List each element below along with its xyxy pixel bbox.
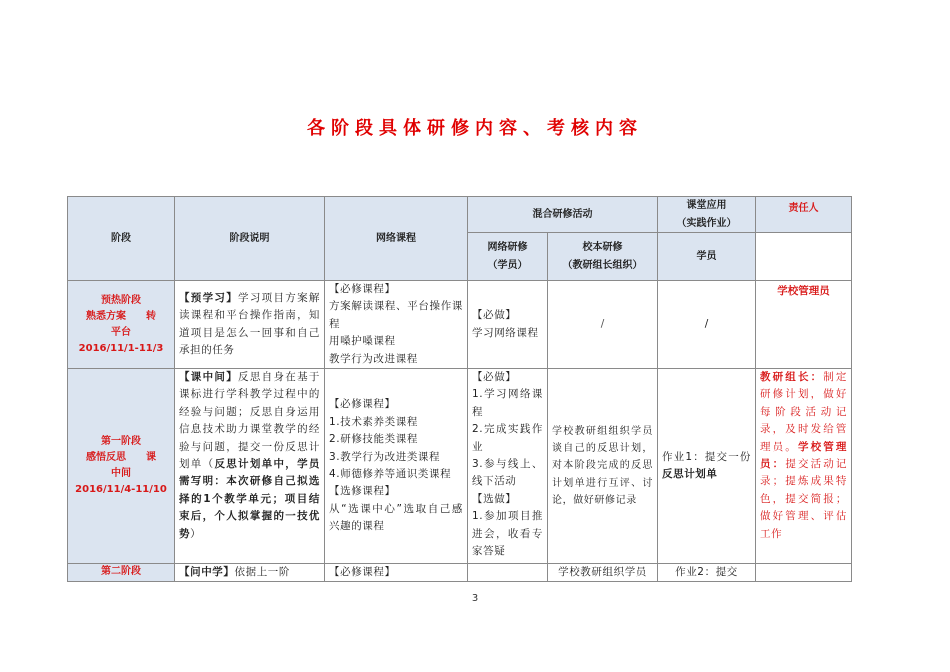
page-number: 3 (471, 593, 479, 604)
school-study-cell: / (548, 281, 658, 369)
net-line: 【必做】 (472, 371, 517, 384)
practice-cell: 作业2：提交 (658, 564, 756, 582)
practice-bold: 反思计划单 (662, 468, 718, 481)
online-course-cell (325, 281, 468, 369)
net-line: 学习网络课程 (472, 326, 539, 339)
responsible-cell (756, 369, 852, 564)
net-line: 1.参加项目推进会，收看专家答疑 (472, 510, 543, 558)
course-line: 从“选课中心”选取自己感兴趣的课程 (329, 502, 463, 533)
header-online-course: 网络课程 (325, 197, 468, 281)
header-practice-line1: 课堂应用 (686, 200, 727, 212)
course-line: 教学行为改进课程 (329, 352, 418, 365)
course-line: 3.教学行为改进类课程 (329, 450, 441, 463)
course-line: 2.研修技能类课程 (329, 433, 418, 446)
desc-text: 反思自身在基于课标进行学科教学过程中的经验与问题；反思自身运用信息技术助力课堂教学的经验与问题，提交一份反思计划单（ (179, 371, 320, 471)
table-row (68, 369, 852, 564)
responsible-cell (756, 564, 852, 582)
stage-description (175, 564, 325, 582)
desc-tag: 【课中间】 (179, 371, 239, 384)
stage-subtitle-2: 中间 (111, 468, 131, 480)
research-schedule-table (67, 196, 852, 582)
net-line: 1.学习网络课程 (472, 388, 543, 418)
stage-subtitle: 熟悉方案 转 (86, 310, 156, 322)
desc-tag: 【预学习】 (179, 291, 239, 304)
header-net-study-line1: 网络研修 (487, 242, 528, 254)
resp-text-b: 提交活动记录；提炼成果特色，提交简报；做好管理、评估工作 (760, 458, 848, 540)
header-school-study-line1: 校本研修 (582, 242, 623, 254)
stage-subtitle: 感悟反思 课 (86, 452, 156, 464)
course-line: 1.技术素养类课程 (329, 415, 418, 428)
stage-cell (68, 281, 175, 369)
net-line: 3.参与线上、线下活动 (472, 458, 543, 488)
header-school-study-line2: （教研组长组织） (562, 259, 643, 271)
course-line: 4.师德修养等通识类课程 (329, 468, 452, 481)
header-responsible: 责任人 (756, 197, 852, 233)
desc-text: 依据上一阶 (234, 566, 290, 579)
stage-name: 第一阶段 (101, 436, 141, 448)
resp-text-a: 制定研修计划，做好每阶段活动记录，及时发给管理员。 (760, 371, 847, 453)
header-student: 学员 (658, 233, 756, 281)
header-practice (658, 197, 756, 233)
header-empty (756, 233, 852, 281)
desc-bold: 反思计划单中，学员需写明：本次研修自己拟选择的1个教学单元；项目结束后，个人拟掌握的一技优势 (179, 458, 320, 540)
course-line: 【选修课程】 (329, 485, 396, 498)
practice-text: 作业1：提交一份 (662, 450, 751, 463)
stage-name: 预热阶段 (101, 294, 141, 306)
stage-date: 2016/11/1-11/3 (78, 342, 164, 354)
header-practice-line2: （实践作业） (676, 217, 737, 229)
header-school-study (548, 233, 658, 281)
table-row (68, 564, 852, 582)
online-course-cell: 【必修课程】 (325, 564, 468, 582)
school-study-cell: 学校教研组组织学员谈自己的反思计划，对本阶段完成的反思计划单进行互评、讨论，做好研修记录 (548, 369, 658, 564)
course-line: 【必修课程】 (329, 283, 396, 295)
school-study-cell: 学校教研组织学员 (548, 564, 658, 582)
responsible-cell: 学校管理员 (756, 281, 852, 369)
net-study-cell (468, 281, 548, 369)
header-net-study-line2: （学员） (487, 259, 528, 271)
net-line: 2.完成实践作业 (472, 423, 543, 453)
resp-role-a: 教研组长： (760, 371, 824, 384)
table-row (68, 281, 852, 369)
net-line: 【必做】 (472, 309, 517, 322)
stage-description (175, 281, 325, 369)
stage-date: 2016/11/4-11/10 (75, 484, 167, 496)
header-stage: 阶段 (68, 197, 175, 281)
course-line: 用嗓护嗓课程 (329, 335, 396, 348)
desc-end: ） (190, 527, 202, 540)
course-line: 方案解读课程、平台操作课程 (329, 300, 463, 330)
header-mixed-activity: 混合研修活动 (468, 197, 658, 233)
practice-cell: / (658, 281, 756, 369)
stage-cell (68, 369, 175, 564)
net-line: 【选做】 (472, 492, 517, 505)
resp-role-b: 学校管理员： (760, 440, 847, 471)
practice-cell (658, 369, 756, 564)
desc-tag: 【问中学】 (179, 566, 235, 579)
stage-description (175, 369, 325, 564)
page-title: 各阶段具体研修内容、考核内容 (307, 118, 643, 139)
net-study-cell (468, 564, 548, 582)
course-line: 【必修课程】 (329, 398, 396, 411)
header-net-study (468, 233, 548, 281)
net-study-cell (468, 369, 548, 564)
online-course-cell (325, 369, 468, 564)
header-description: 阶段说明 (175, 197, 325, 281)
stage-cell: 第二阶段 (68, 564, 175, 582)
desc-text: 学习项目方案解读课程和平台操作指南，知道项目是怎么一回事和自己承担的任务 (179, 291, 320, 356)
stage-subtitle-2: 平台 (111, 326, 131, 338)
